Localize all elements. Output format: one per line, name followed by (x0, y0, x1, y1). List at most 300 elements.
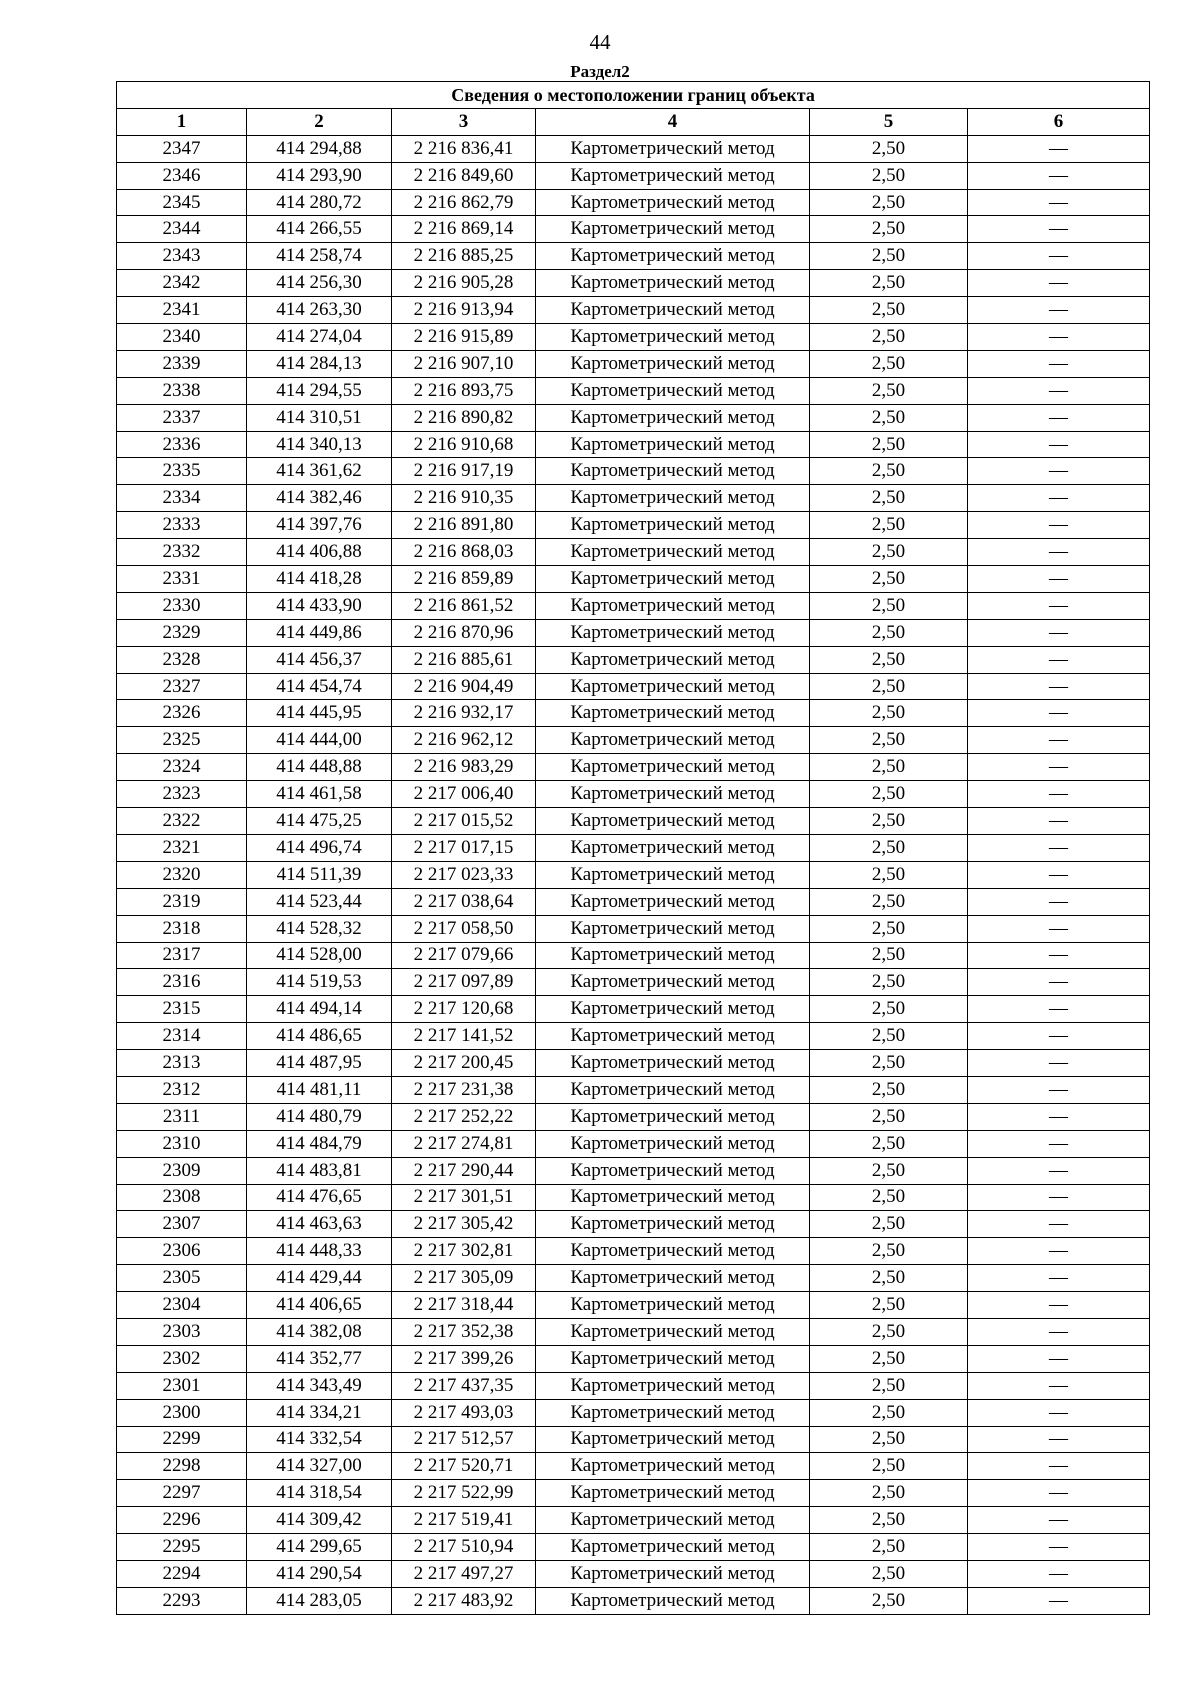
y-coordinate-cell: 2 217 520,71 (392, 1453, 536, 1480)
description-cell: — (968, 350, 1150, 377)
y-coordinate-cell: 2 217 352,38 (392, 1318, 536, 1345)
point-number-cell: 2327 (117, 673, 247, 700)
point-number-cell: 2306 (117, 1238, 247, 1265)
method-cell: Картометрический метод (536, 619, 810, 646)
method-cell: Картометрический метод (536, 996, 810, 1023)
accuracy-cell: 2,50 (810, 834, 968, 861)
point-number-cell: 2317 (117, 942, 247, 969)
accuracy-cell: 2,50 (810, 619, 968, 646)
x-coordinate-cell: 414 327,00 (247, 1453, 392, 1480)
description-cell: — (968, 189, 1150, 216)
x-coordinate-cell: 414 284,13 (247, 350, 392, 377)
method-cell: Картометрический метод (536, 189, 810, 216)
y-coordinate-cell: 2 216 862,79 (392, 189, 536, 216)
method-cell: Картометрический метод (536, 1480, 810, 1507)
accuracy-cell: 2,50 (810, 1211, 968, 1238)
table-row (117, 834, 1150, 861)
table-row (117, 458, 1150, 485)
accuracy-cell: 2,50 (810, 1050, 968, 1077)
x-coordinate-cell: 414 481,11 (247, 1076, 392, 1103)
table-row (117, 1076, 1150, 1103)
table-row (117, 808, 1150, 835)
description-cell: — (968, 1480, 1150, 1507)
method-cell: Картометрический метод (536, 216, 810, 243)
table-body (117, 135, 1150, 1614)
point-number-cell: 2297 (117, 1480, 247, 1507)
description-cell: — (968, 1345, 1150, 1372)
method-cell: Картометрический метод (536, 1534, 810, 1561)
x-coordinate-cell: 414 476,65 (247, 1184, 392, 1211)
table-row (117, 350, 1150, 377)
table-row (117, 1184, 1150, 1211)
method-cell: Картометрический метод (536, 404, 810, 431)
y-coordinate-cell: 2 217 017,15 (392, 834, 536, 861)
x-coordinate-cell: 414 406,65 (247, 1292, 392, 1319)
description-cell: — (968, 1453, 1150, 1480)
table-row (117, 1211, 1150, 1238)
point-number-cell: 2295 (117, 1534, 247, 1561)
method-cell: Картометрический метод (536, 861, 810, 888)
table-row (117, 1372, 1150, 1399)
y-coordinate-cell: 2 216 859,89 (392, 566, 536, 593)
x-coordinate-cell: 414 294,55 (247, 377, 392, 404)
method-cell: Картометрический метод (536, 942, 810, 969)
method-cell: Картометрический метод (536, 1453, 810, 1480)
accuracy-cell: 2,50 (810, 1130, 968, 1157)
x-coordinate-cell: 414 461,58 (247, 781, 392, 808)
description-cell: — (968, 592, 1150, 619)
x-coordinate-cell: 414 397,76 (247, 512, 392, 539)
table-row (117, 1426, 1150, 1453)
point-number-cell: 2330 (117, 592, 247, 619)
y-coordinate-cell: 2 216 907,10 (392, 350, 536, 377)
table-row (117, 1318, 1150, 1345)
point-number-cell: 2300 (117, 1399, 247, 1426)
y-coordinate-cell: 2 217 038,64 (392, 888, 536, 915)
description-cell: — (968, 1130, 1150, 1157)
description-cell: — (968, 888, 1150, 915)
x-coordinate-cell: 414 266,55 (247, 216, 392, 243)
boundary-table (116, 81, 1150, 1615)
table-row (117, 861, 1150, 888)
table-caption-row (117, 82, 1150, 109)
description-cell: — (968, 1318, 1150, 1345)
accuracy-cell: 2,50 (810, 808, 968, 835)
accuracy-cell: 2,50 (810, 1372, 968, 1399)
x-coordinate-cell: 414 406,88 (247, 539, 392, 566)
table-row (117, 485, 1150, 512)
method-cell: Картометрический метод (536, 1076, 810, 1103)
x-coordinate-cell: 414 299,65 (247, 1534, 392, 1561)
y-coordinate-cell: 2 217 522,99 (392, 1480, 536, 1507)
method-cell: Картометрический метод (536, 1345, 810, 1372)
description-cell: — (968, 458, 1150, 485)
point-number-cell: 2299 (117, 1426, 247, 1453)
x-coordinate-cell: 414 280,72 (247, 189, 392, 216)
x-coordinate-cell: 414 332,54 (247, 1426, 392, 1453)
table-row (117, 1103, 1150, 1130)
description-cell: — (968, 297, 1150, 324)
column-number-4: 4 (536, 108, 810, 135)
point-number-cell: 2319 (117, 888, 247, 915)
point-number-cell: 2309 (117, 1157, 247, 1184)
point-number-cell: 2329 (117, 619, 247, 646)
y-coordinate-cell: 2 217 015,52 (392, 808, 536, 835)
x-coordinate-cell: 414 310,51 (247, 404, 392, 431)
method-cell: Картометрический метод (536, 700, 810, 727)
y-coordinate-cell: 2 217 305,09 (392, 1265, 536, 1292)
method-cell: Картометрический метод (536, 781, 810, 808)
y-coordinate-cell: 2 217 301,51 (392, 1184, 536, 1211)
method-cell: Картометрический метод (536, 592, 810, 619)
table-row (117, 162, 1150, 189)
y-coordinate-cell: 2 217 141,52 (392, 1023, 536, 1050)
description-cell: — (968, 1157, 1150, 1184)
accuracy-cell: 2,50 (810, 485, 968, 512)
table-row (117, 888, 1150, 915)
table-row (117, 135, 1150, 162)
point-number-cell: 2308 (117, 1184, 247, 1211)
y-coordinate-cell: 2 216 870,96 (392, 619, 536, 646)
accuracy-cell: 2,50 (810, 700, 968, 727)
x-coordinate-cell: 414 448,88 (247, 754, 392, 781)
x-coordinate-cell: 414 283,05 (247, 1587, 392, 1614)
description-cell: — (968, 431, 1150, 458)
method-cell: Картометрический метод (536, 1023, 810, 1050)
method-cell: Картометрический метод (536, 1318, 810, 1345)
x-coordinate-cell: 414 263,30 (247, 297, 392, 324)
accuracy-cell: 2,50 (810, 673, 968, 700)
x-coordinate-cell: 414 483,81 (247, 1157, 392, 1184)
description-cell: — (968, 834, 1150, 861)
table-row (117, 404, 1150, 431)
y-coordinate-cell: 2 216 983,29 (392, 754, 536, 781)
method-cell: Картометрический метод (536, 1372, 810, 1399)
y-coordinate-cell: 2 217 318,44 (392, 1292, 536, 1319)
description-cell: — (968, 1103, 1150, 1130)
table-row (117, 619, 1150, 646)
description-cell: — (968, 1292, 1150, 1319)
description-cell: — (968, 243, 1150, 270)
x-coordinate-cell: 414 463,63 (247, 1211, 392, 1238)
y-coordinate-cell: 2 216 915,89 (392, 324, 536, 351)
x-coordinate-cell: 414 487,95 (247, 1050, 392, 1077)
description-cell: — (968, 646, 1150, 673)
point-number-cell: 2347 (117, 135, 247, 162)
table-row (117, 1157, 1150, 1184)
x-coordinate-cell: 414 523,44 (247, 888, 392, 915)
x-coordinate-cell: 414 496,74 (247, 834, 392, 861)
x-coordinate-cell: 414 511,39 (247, 861, 392, 888)
table-row (117, 1587, 1150, 1614)
method-cell: Картометрический метод (536, 1238, 810, 1265)
description-cell: — (968, 915, 1150, 942)
description-cell: — (968, 861, 1150, 888)
column-number-2: 2 (247, 108, 392, 135)
method-cell: Картометрический метод (536, 566, 810, 593)
method-cell: Картометрический метод (536, 1184, 810, 1211)
y-coordinate-cell: 2 216 904,49 (392, 673, 536, 700)
y-coordinate-cell: 2 216 849,60 (392, 162, 536, 189)
table-row (117, 512, 1150, 539)
accuracy-cell: 2,50 (810, 861, 968, 888)
table-row (117, 1023, 1150, 1050)
y-coordinate-cell: 2 216 868,03 (392, 539, 536, 566)
y-coordinate-cell: 2 217 097,89 (392, 969, 536, 996)
y-coordinate-cell: 2 216 890,82 (392, 404, 536, 431)
table-row (117, 592, 1150, 619)
page-number: 44 (589, 30, 611, 54)
column-number-1: 1 (117, 108, 247, 135)
method-cell: Картометрический метод (536, 969, 810, 996)
point-number-cell: 2336 (117, 431, 247, 458)
description-cell: — (968, 1050, 1150, 1077)
point-number-cell: 2305 (117, 1265, 247, 1292)
accuracy-cell: 2,50 (810, 350, 968, 377)
table-row (117, 915, 1150, 942)
point-number-cell: 2320 (117, 861, 247, 888)
table-row (117, 243, 1150, 270)
point-number-cell: 2307 (117, 1211, 247, 1238)
table-header-row (117, 108, 1150, 135)
accuracy-cell: 2,50 (810, 1399, 968, 1426)
method-cell: Картометрический метод (536, 324, 810, 351)
accuracy-cell: 2,50 (810, 888, 968, 915)
description-cell: — (968, 754, 1150, 781)
method-cell: Картометрический метод (536, 162, 810, 189)
description-cell: — (968, 1560, 1150, 1587)
point-number-cell: 2302 (117, 1345, 247, 1372)
point-number-cell: 2316 (117, 969, 247, 996)
description-cell: — (968, 1238, 1150, 1265)
table-row (117, 1507, 1150, 1534)
accuracy-cell: 2,50 (810, 754, 968, 781)
y-coordinate-cell: 2 217 120,68 (392, 996, 536, 1023)
description-cell: — (968, 942, 1150, 969)
point-number-cell: 2315 (117, 996, 247, 1023)
x-coordinate-cell: 414 484,79 (247, 1130, 392, 1157)
y-coordinate-cell: 2 217 437,35 (392, 1372, 536, 1399)
method-cell: Картометрический метод (536, 135, 810, 162)
point-number-cell: 2323 (117, 781, 247, 808)
method-cell: Картометрический метод (536, 834, 810, 861)
accuracy-cell: 2,50 (810, 1238, 968, 1265)
method-cell: Картометрический метод (536, 1130, 810, 1157)
x-coordinate-cell: 414 258,74 (247, 243, 392, 270)
point-number-cell: 2333 (117, 512, 247, 539)
point-number-cell: 2313 (117, 1050, 247, 1077)
table-row (117, 1292, 1150, 1319)
table-row (117, 566, 1150, 593)
table-row (117, 270, 1150, 297)
column-number-5: 5 (810, 108, 968, 135)
accuracy-cell: 2,50 (810, 1560, 968, 1587)
y-coordinate-cell: 2 217 512,57 (392, 1426, 536, 1453)
point-number-cell: 2310 (117, 1130, 247, 1157)
accuracy-cell: 2,50 (810, 1103, 968, 1130)
method-cell: Картометрический метод (536, 1265, 810, 1292)
x-coordinate-cell: 414 480,79 (247, 1103, 392, 1130)
table-row (117, 1480, 1150, 1507)
table-row (117, 189, 1150, 216)
point-number-cell: 2332 (117, 539, 247, 566)
accuracy-cell: 2,50 (810, 539, 968, 566)
x-coordinate-cell: 414 445,95 (247, 700, 392, 727)
point-number-cell: 2337 (117, 404, 247, 431)
point-number-cell: 2321 (117, 834, 247, 861)
method-cell: Картометрический метод (536, 539, 810, 566)
description-cell: — (968, 1372, 1150, 1399)
table-row (117, 1399, 1150, 1426)
description-cell: — (968, 216, 1150, 243)
point-number-cell: 2301 (117, 1372, 247, 1399)
y-coordinate-cell: 2 217 079,66 (392, 942, 536, 969)
accuracy-cell: 2,50 (810, 216, 968, 243)
description-cell: — (968, 485, 1150, 512)
point-number-cell: 2345 (117, 189, 247, 216)
point-number-cell: 2346 (117, 162, 247, 189)
description-cell: — (968, 1399, 1150, 1426)
y-coordinate-cell: 2 216 917,19 (392, 458, 536, 485)
description-cell: — (968, 1076, 1150, 1103)
method-cell: Картометрический метод (536, 1587, 810, 1614)
x-coordinate-cell: 414 352,77 (247, 1345, 392, 1372)
accuracy-cell: 2,50 (810, 1023, 968, 1050)
point-number-cell: 2294 (117, 1560, 247, 1587)
point-number-cell: 2331 (117, 566, 247, 593)
method-cell: Картометрический метод (536, 485, 810, 512)
x-coordinate-cell: 414 294,88 (247, 135, 392, 162)
point-number-cell: 2325 (117, 727, 247, 754)
x-coordinate-cell: 414 444,00 (247, 727, 392, 754)
y-coordinate-cell: 2 216 910,35 (392, 485, 536, 512)
x-coordinate-cell: 414 456,37 (247, 646, 392, 673)
accuracy-cell: 2,50 (810, 270, 968, 297)
accuracy-cell: 2,50 (810, 1587, 968, 1614)
point-number-cell: 2340 (117, 324, 247, 351)
accuracy-cell: 2,50 (810, 404, 968, 431)
description-cell: — (968, 781, 1150, 808)
y-coordinate-cell: 2 217 058,50 (392, 915, 536, 942)
accuracy-cell: 2,50 (810, 727, 968, 754)
description-cell: — (968, 404, 1150, 431)
y-coordinate-cell: 2 216 891,80 (392, 512, 536, 539)
method-cell: Картометрический метод (536, 512, 810, 539)
accuracy-cell: 2,50 (810, 189, 968, 216)
table-row (117, 646, 1150, 673)
x-coordinate-cell: 414 448,33 (247, 1238, 392, 1265)
accuracy-cell: 2,50 (810, 458, 968, 485)
method-cell: Картометрический метод (536, 915, 810, 942)
y-coordinate-cell: 2 217 305,42 (392, 1211, 536, 1238)
x-coordinate-cell: 414 475,25 (247, 808, 392, 835)
point-number-cell: 2344 (117, 216, 247, 243)
description-cell: — (968, 539, 1150, 566)
x-coordinate-cell: 414 382,08 (247, 1318, 392, 1345)
y-coordinate-cell: 2 217 231,38 (392, 1076, 536, 1103)
description-cell: — (968, 1507, 1150, 1534)
point-number-cell: 2342 (117, 270, 247, 297)
x-coordinate-cell: 414 418,28 (247, 566, 392, 593)
table-row (117, 942, 1150, 969)
table-row (117, 297, 1150, 324)
description-cell: — (968, 162, 1150, 189)
accuracy-cell: 2,50 (810, 996, 968, 1023)
accuracy-cell: 2,50 (810, 431, 968, 458)
table-row (117, 1265, 1150, 1292)
x-coordinate-cell: 414 340,13 (247, 431, 392, 458)
description-cell: — (968, 1426, 1150, 1453)
table-row (117, 1050, 1150, 1077)
y-coordinate-cell: 2 216 962,12 (392, 727, 536, 754)
table-row (117, 754, 1150, 781)
accuracy-cell: 2,50 (810, 1157, 968, 1184)
point-number-cell: 2335 (117, 458, 247, 485)
method-cell: Картометрический метод (536, 377, 810, 404)
point-number-cell: 2312 (117, 1076, 247, 1103)
point-number-cell: 2318 (117, 915, 247, 942)
point-number-cell: 2311 (117, 1103, 247, 1130)
x-coordinate-cell: 414 382,46 (247, 485, 392, 512)
description-cell: — (968, 1534, 1150, 1561)
y-coordinate-cell: 2 216 861,52 (392, 592, 536, 619)
y-coordinate-cell: 2 216 836,41 (392, 135, 536, 162)
table-row (117, 216, 1150, 243)
point-number-cell: 2328 (117, 646, 247, 673)
y-coordinate-cell: 2 216 869,14 (392, 216, 536, 243)
x-coordinate-cell: 414 454,74 (247, 673, 392, 700)
accuracy-cell: 2,50 (810, 1184, 968, 1211)
y-coordinate-cell: 2 217 497,27 (392, 1560, 536, 1587)
method-cell: Картометрический метод (536, 1157, 810, 1184)
accuracy-cell: 2,50 (810, 1426, 968, 1453)
x-coordinate-cell: 414 290,54 (247, 1560, 392, 1587)
method-cell: Картометрический метод (536, 673, 810, 700)
description-cell: — (968, 1587, 1150, 1614)
x-coordinate-cell: 414 433,90 (247, 592, 392, 619)
accuracy-cell: 2,50 (810, 162, 968, 189)
description-cell: — (968, 270, 1150, 297)
description-cell: — (968, 969, 1150, 996)
x-coordinate-cell: 414 486,65 (247, 1023, 392, 1050)
method-cell: Картометрический метод (536, 646, 810, 673)
method-cell: Картометрический метод (536, 458, 810, 485)
point-number-cell: 2339 (117, 350, 247, 377)
x-coordinate-cell: 414 318,54 (247, 1480, 392, 1507)
point-number-cell: 2293 (117, 1587, 247, 1614)
table-row (117, 539, 1150, 566)
x-coordinate-cell: 414 343,49 (247, 1372, 392, 1399)
description-cell: — (968, 619, 1150, 646)
description-cell: — (968, 566, 1150, 593)
y-coordinate-cell: 2 216 893,75 (392, 377, 536, 404)
description-cell: — (968, 673, 1150, 700)
y-coordinate-cell: 2 216 913,94 (392, 297, 536, 324)
method-cell: Картометрический метод (536, 243, 810, 270)
y-coordinate-cell: 2 216 885,61 (392, 646, 536, 673)
column-number-6: 6 (968, 108, 1150, 135)
method-cell: Картометрический метод (536, 1103, 810, 1130)
x-coordinate-cell: 414 429,44 (247, 1265, 392, 1292)
y-coordinate-cell: 2 217 252,22 (392, 1103, 536, 1130)
accuracy-cell: 2,50 (810, 566, 968, 593)
description-cell: — (968, 808, 1150, 835)
method-cell: Картометрический метод (536, 1292, 810, 1319)
description-cell: — (968, 135, 1150, 162)
y-coordinate-cell: 2 217 399,26 (392, 1345, 536, 1372)
point-number-cell: 2324 (117, 754, 247, 781)
table-row (117, 1560, 1150, 1587)
